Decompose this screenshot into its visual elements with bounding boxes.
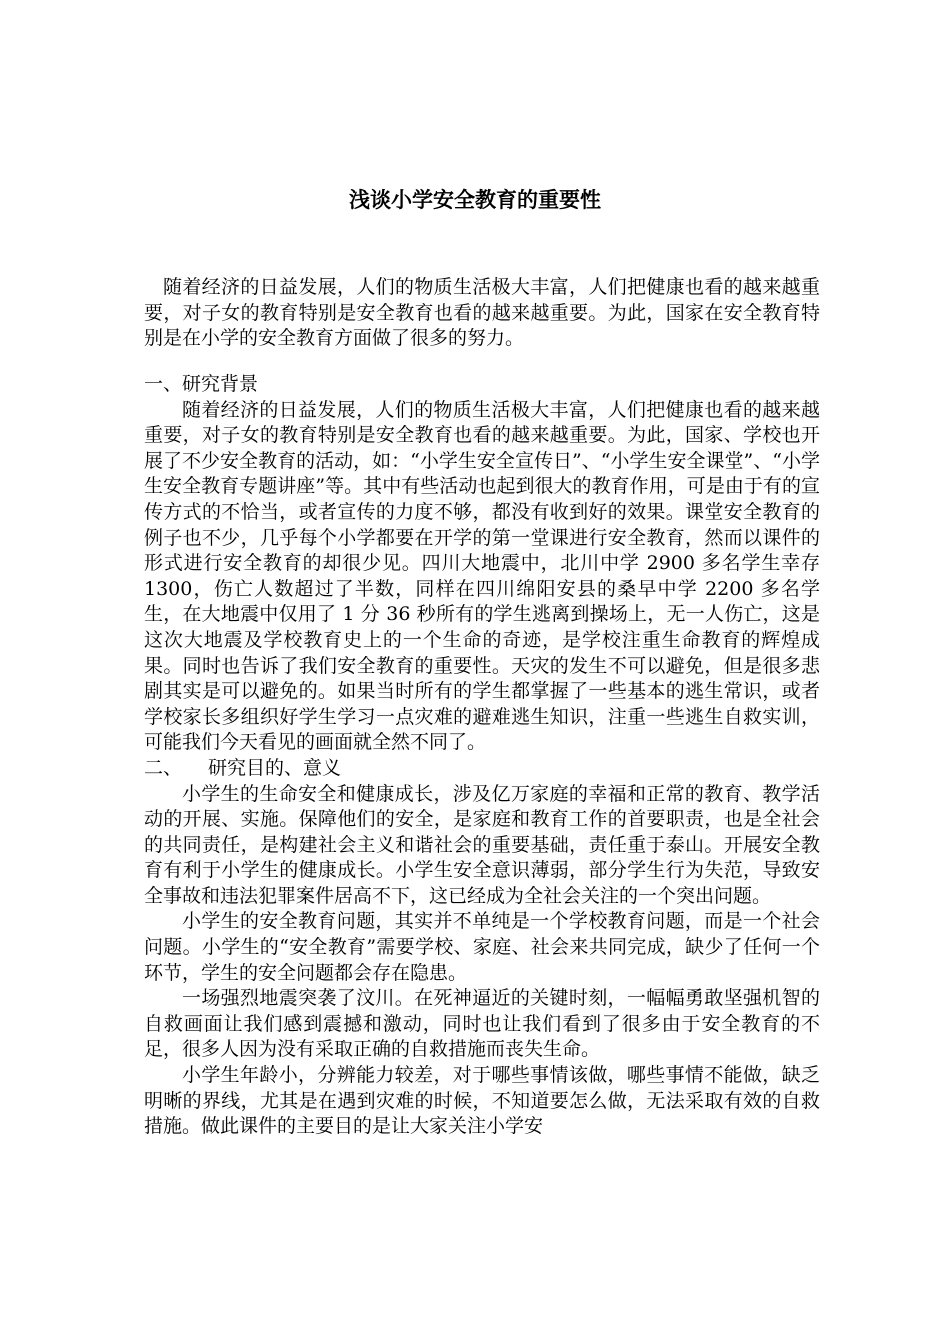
section-heading-purpose [144,756,820,782]
purpose-paragraph-4: 小学生年龄小，分辨能力较差，对于哪些事情该做，哪些事情不能做，缺乏明晰的界线，尤其是在遇到灾难的时候，不知道要怎么做，无法采取有效的自救措施。做此课件的主要目的是让大家关注小学安 [144,1064,820,1138]
purpose-paragraph-3: 一场强烈地震突袭了汶川。在死神逼近的关键时刻，一幅幅勇敢坚强机智的自救画面让我们感到震撼和激动，同时也让我们看到了很多由于安全教育的不足，很多人因为没有采取正确的自救措施而丧失生命。 [144,987,820,1061]
intro-section [144,275,820,352]
background-paragraph: 随着经济的日益发展，人们的物质生活极大丰富，人们把健康也看的越来越重要，对子女的教育特别是安全教育也看的越来越重要。为此，国家、学校也开展了不少安全教育的活动，如：“小学生安全宣传日”、“小学生安全课堂”、“小学生安全教育专题讲座”等。其中有些活动也起到很大的教育作用，可是由于有的宣传方式的不恰当，或者宣传的力度不够，都没有收到好的效果。课堂安全教育的例子也不少，几乎每个小学都要在开学的第一堂课进行安全教育，然而以课件的形式进行安全教育的却很少见。四川大地震中，北川中学 2900 多名学生幸存 1300，伤亡人数超过了半数，同样在四川绵阳安县的桑早中学 2200 多名学生，在大地震中仅用了 1 分 36 秒所有的学生逃离到操场上，无一人伤亡，这是这次大地震及学校教育史上的一个生命的奇迹，是学校注重生命教育的辉煌成果。同时也告诉了我们安全教育的重要性。天灾的发生不可以避免，但是很多悲剧其实是可以避免的。如果当时所有的学生都掌握了一些基本的逃生常识，或者学校家长多组织好学生学习一点灾难的避难逃生知识，注重一些逃生自救实训，可能我们今天看见的画面就全然不同了。 [144,398,820,754]
section-heading-number: 二、 [144,756,183,779]
section-heading-text: 研究目的、意义 [208,756,342,779]
intro-paragraph: 随着经济的日益发展，人们的物质生活极大丰富，人们把健康也看的越来越重要，对子女的教育特别是安全教育也看的越来越重要。为此，国家在安全教育特别是在小学的安全教育方面做了很多的努力。 [144,276,820,350]
purpose-paragraph-2: 小学生的安全教育问题，其实并不单纯是一个学校教育问题，而是一个社会问题。小学生的“安全教育”需要学校、家庭、社会来共同完成，缺少了任何一个环节，学生的安全问题都会存在隐患。 [144,910,820,984]
document-title: 浅谈小学安全教育的重要性 [349,188,601,212]
purpose-paragraph-1: 小学生的生命安全和健康成长，涉及亿万家庭的幸福和正常的教育、教学活动的开展、实施。保障他们的安全，是家庭和教育工作的首要职责，也是全社会的共同责任，是构建社会主义和谐社会的重要基础，责任重于泰山。开展安全教育有利于小学生的健康成长。小学生安全意识薄弱，部分学生行为失范，导致安全事故和违法犯罪案件居高不下，这已经成为全社会关注的一个突出问题。 [144,782,820,907]
main-content [144,372,820,1140]
section-heading-background: 一、研究背景 [144,373,259,395]
